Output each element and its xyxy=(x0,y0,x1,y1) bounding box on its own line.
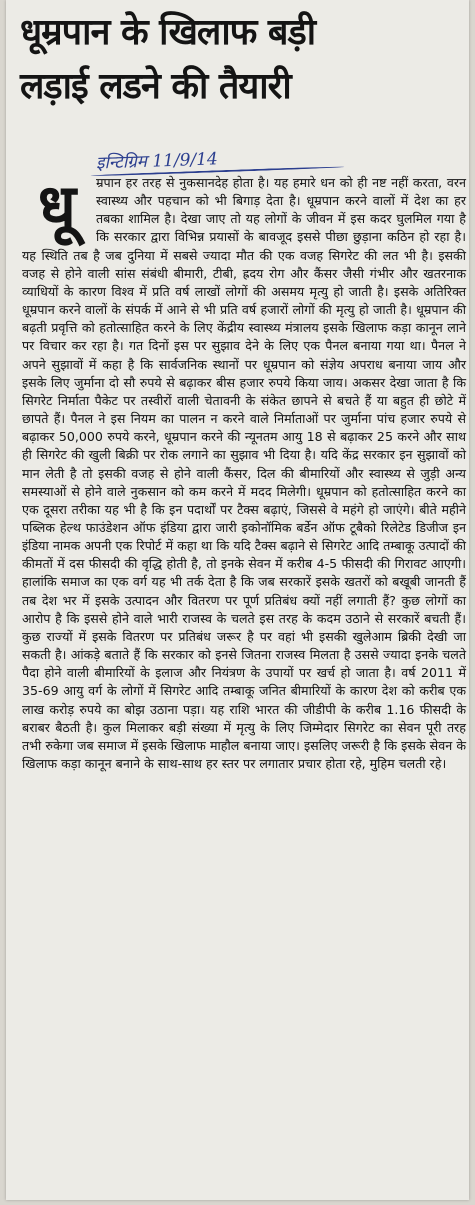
headline-line-1: धूम्रपान के खिलाफ बड़ी xyxy=(20,12,316,53)
headline-line-2: लड़ाई लडने की तैयारी xyxy=(20,66,291,107)
handwritten-note: इन्टिग्रिम 11/9/14 xyxy=(96,141,357,173)
newspaper-clipping xyxy=(6,0,469,1200)
article-text: म्रपान हर तरह से नुकसानदेह होता है। यह हमारे धन को ही नष्ट नहीं करता, वरन स्वास्थ्य और पहचान को भी बिगाड़ देता है। धूम्रपान करने वालों में देश का हर तबका शामिल है। देखा जाए तो यह लोगों के जीवन में इस कदर घुलमिल गया है कि सरकार द्वारा विभिन्न प्रयासों के बावजूद इससे पीछा छुड़ाना कठिन हो रहा है। यह स्थिति तब है जब दुनिया में सबसे ज्यादा मौत की एक वजह सिगरेट की लत भी है। इसकी वजह से होने वाली सांस संबंधी बीमारी, टीबी, ह्रदय रोग और कैंसर जैसी गंभीर और खतरनाक व्याधियों के कारण विश्व में प्रति वर्ष लाखों लोगों की असमय मृत्यु हो जाती है। इसके अतिरिक्त धूम्रपान करने वालों के संपर्क में आने से भी प्रति वर्ष हजारों लोगों की मृत्यु हो जाती है। धूम्रपान की बढ़ती प्रवृत्ति को हतोत्साहित करने के लिए केंद्रीय स्वास्थ्य मंत्रालय इसके खिलाफ कड़ा कानून लाने पर विचार कर रहा है। गत दिनों इस पर सुझाव देने के लिए एक पैनल बनाया गया था। पैनल ने अपने सुझावों में कहा है कि सार्वजनिक स्थानों पर धूम्रपान को संज्ञेय अपराध बनाया जाय और इसके लिए जुर्माना दो सौ रुपये से बढ़ाकर बीस हजार रुपये किया जाय। अकसर देखा जाता है कि सिगरेट निर्माता पैकेट पर तस्वीरों वाली चेतावनी के संकेत छापने से बचते हैं या बहुत ही छोटे में छापते हैं। पैनल ने इस नियम का पालन न करने वाले निर्माताओं पर जुर्माना पांच हजार रुपये से बढ़ाकर 50,000 रुपये करने, धूम्रपान करने की न्यूनतम आयु 18 से बढ़ाकर 25 करने और साथ ही सिगरेट की खुली बिक्री पर रोक लगाने का सुझाव भी दिया है। यदि केंद्र सरकार इन सुझावों को मान लेती है तो इसकी वजह से होने वाली कैंसर, दिल की बीमारियों और स्वास्थ्य से जुड़ी अन्य समस्याओं से होने वाले नुकसान को कम करने में मदद मिलेगी। धूम्रपान को हतोत्साहित करने का एक दूसरा तरीका यह भी है कि इन पदार्थों पर टैक्स बढ़ाएं, जिससे वे महंगे हो जाएंगे। बीते महीने पब्लिक हेल्थ फाउंडेशन ऑफ इंडिया द्वारा जारी इकोनॉमिक बर्डेन ऑफ टूबैको रिलेटेड डिजीज इन इंडिया नामक अपनी एक रिपोर्ट में कहा था कि यदि टैक्स बढ़ाने से सिगरेट आदि तम्बाकू उत्पादों की कीमतों में दस फीसदी की वृद्धि होती है, तो इनके सेवन में करीब 4-5 फीसदी की गिरावट आएगी। हालांकि समाज का एक वर्ग यह भी तर्क देता है कि जब सरकारें इसके खतरों को बखूबी जानती हैं तब देश भर में इसके उत्पादन और वितरण पर पूर्ण प्रतिबंध क्यों नहीं लगाती हैं? कुछ लोगों का आरोप है कि इससे होने वाले भारी राजस्व के चलते इस तरह के कदम उठाने से सरकारें बचती हैं। कुछ राज्यों में इसके वितरण पर प्रतिबंध जरूर है पर वहां भी इसकी खुलेआम ब्रिकी देखी जा सकती है। आंकड़े बताते हैं कि सरकार को इनसे जितना राजस्व मिलता है उससे ज्यादा इनके चलते पैदा होने वाली बीमारियों के इलाज और नियंत्रण के उपायों पर खर्च हो जाता है। वर्ष 2011 में 35-69 आयु वर्ग के लोगों में सिगरेट आदि तम्बाकू जनित बीमारियों के कारण देश को करीब एक लाख करोड़ रुपये का बोझ उठाना पड़ा। यह राशि भारत की जीडीपी के करीब 1.16 फीसदी के बराबर बैठती है। कुल मिलाकर बड़ी संख्या में मृत्यु के लिए जिम्मेदार सिगरेट का सेवन पूरी तरह तभी रुकेगा जब समाज में इसके खिलाफ माहौल बनाया जाए। इसलिए जरूरी है कि इसके सेवन के खिलाफ कड़ा कानून बनाने के साथ-साथ हर स्तर पर लगातार प्रचार होता रहे, मुहिम चलती रहे। xyxy=(22,175,466,771)
drop-cap: धू xyxy=(37,170,77,243)
article-body xyxy=(22,170,466,773)
headline xyxy=(6,0,469,114)
